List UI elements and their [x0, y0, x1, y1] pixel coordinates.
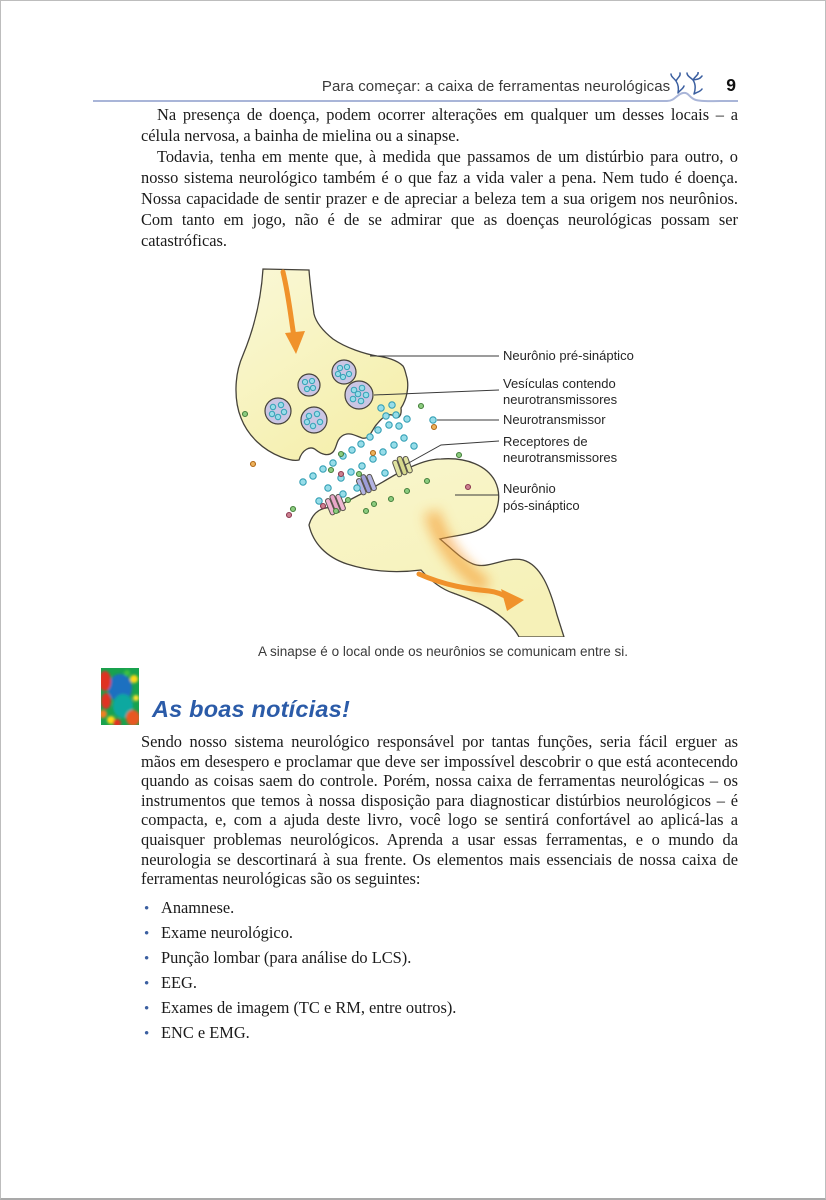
label-receptors-1: Receptores de: [503, 434, 588, 449]
section-title: As boas notícias!: [152, 696, 350, 722]
running-title: Para começar: a caixa de ferramentas neurológicas: [321, 78, 671, 95]
label-presynaptic: Neurônio pré-sináptico: [503, 348, 634, 363]
page-number: 9: [726, 75, 736, 95]
bullet-icon: •: [144, 1000, 150, 1017]
figure-caption: A sinapse é o local onde os neurônios se comunicam entre si.: [258, 644, 628, 659]
paragraph-2: Todavia, tenha em mente que, à medida que passamos de um distúrbio para outro, o nosso sistema neurológico também é o que faz a vida valer a pena. Nem tudo é doença. Nossa capacidade de sentir prazer e de apreciar a beleza tem a sua origem nos neurônios. Com tanto em jogo, não é de se admirar que as doenças neurológicas possam ser catastróficas.: [141, 147, 738, 250]
list-item-label: EEG.: [161, 972, 197, 992]
list-item: [144, 921, 738, 946]
list-item: [144, 946, 738, 971]
label-vesicles-2: neurotransmissores: [503, 392, 618, 407]
bullet-icon: •: [144, 1025, 150, 1042]
toolbox-list: [144, 896, 738, 1046]
label-neurotransmitter: Neurotransmissor: [503, 412, 606, 427]
list-item-label: Exames de imagem (TC e RM, entre outros).: [161, 997, 457, 1017]
paragraph-1: Na presença de doença, podem ocorrer alterações em qualquer um desses locais – a célula nervosa, a bainha de mielina ou a sinapse.: [141, 105, 738, 145]
presynaptic-neuron: [236, 269, 408, 460]
bullet-icon: •: [144, 900, 150, 917]
list-item-label: Anamnese.: [161, 897, 235, 917]
list-item: [144, 896, 738, 921]
list-item: [144, 996, 738, 1021]
list-item-label: ENC e EMG.: [161, 1022, 250, 1042]
label-vesicles-1: Vesículas contendo: [503, 376, 616, 391]
section-heading-row: [101, 668, 738, 725]
synapse-diagram: [231, 259, 741, 637]
label-postsynaptic-2: pós-sináptico: [503, 498, 580, 513]
list-item: [144, 1021, 738, 1046]
synapse-figure: [231, 259, 738, 659]
bullet-icon: •: [144, 975, 150, 992]
page-header: [93, 1, 738, 104]
bullet-icon: •: [144, 925, 150, 942]
list-item-label: Exame neurológico.: [161, 922, 293, 942]
label-receptors-2: neurotransmissores: [503, 450, 618, 465]
list-item: [144, 971, 738, 996]
list-item-label: Punção lombar (para análise do LCS).: [161, 947, 412, 967]
bullet-icon: •: [144, 950, 150, 967]
section-intro: Sendo nosso sistema neurológico responsável por tantas funções, seria fácil erguer as mãos em desespero e proclamar que deve ser impossível descobrir o que está acontecendo quando as coisas saem do controle. Porém, nossa caixa de ferramentas neurológicas – os instrumentos que temos à nossa disposição para diagnosticar distúrbios neurológicos – é compacta, e, com a ajuda deste livro, você logo se sentirá confortável ao aplicá-las a quaisquer problemas neurológicos. Aprenda a usar essas ferramentas, e o mundo da neurologia se descortinará à sua frente. Os elementos mais essenciais de nossa caixa de ferramentas neurológicas são os seguintes:: [141, 732, 738, 889]
brain-scan-icon: [101, 668, 139, 725]
label-postsynaptic-1: Neurônio: [503, 481, 556, 496]
